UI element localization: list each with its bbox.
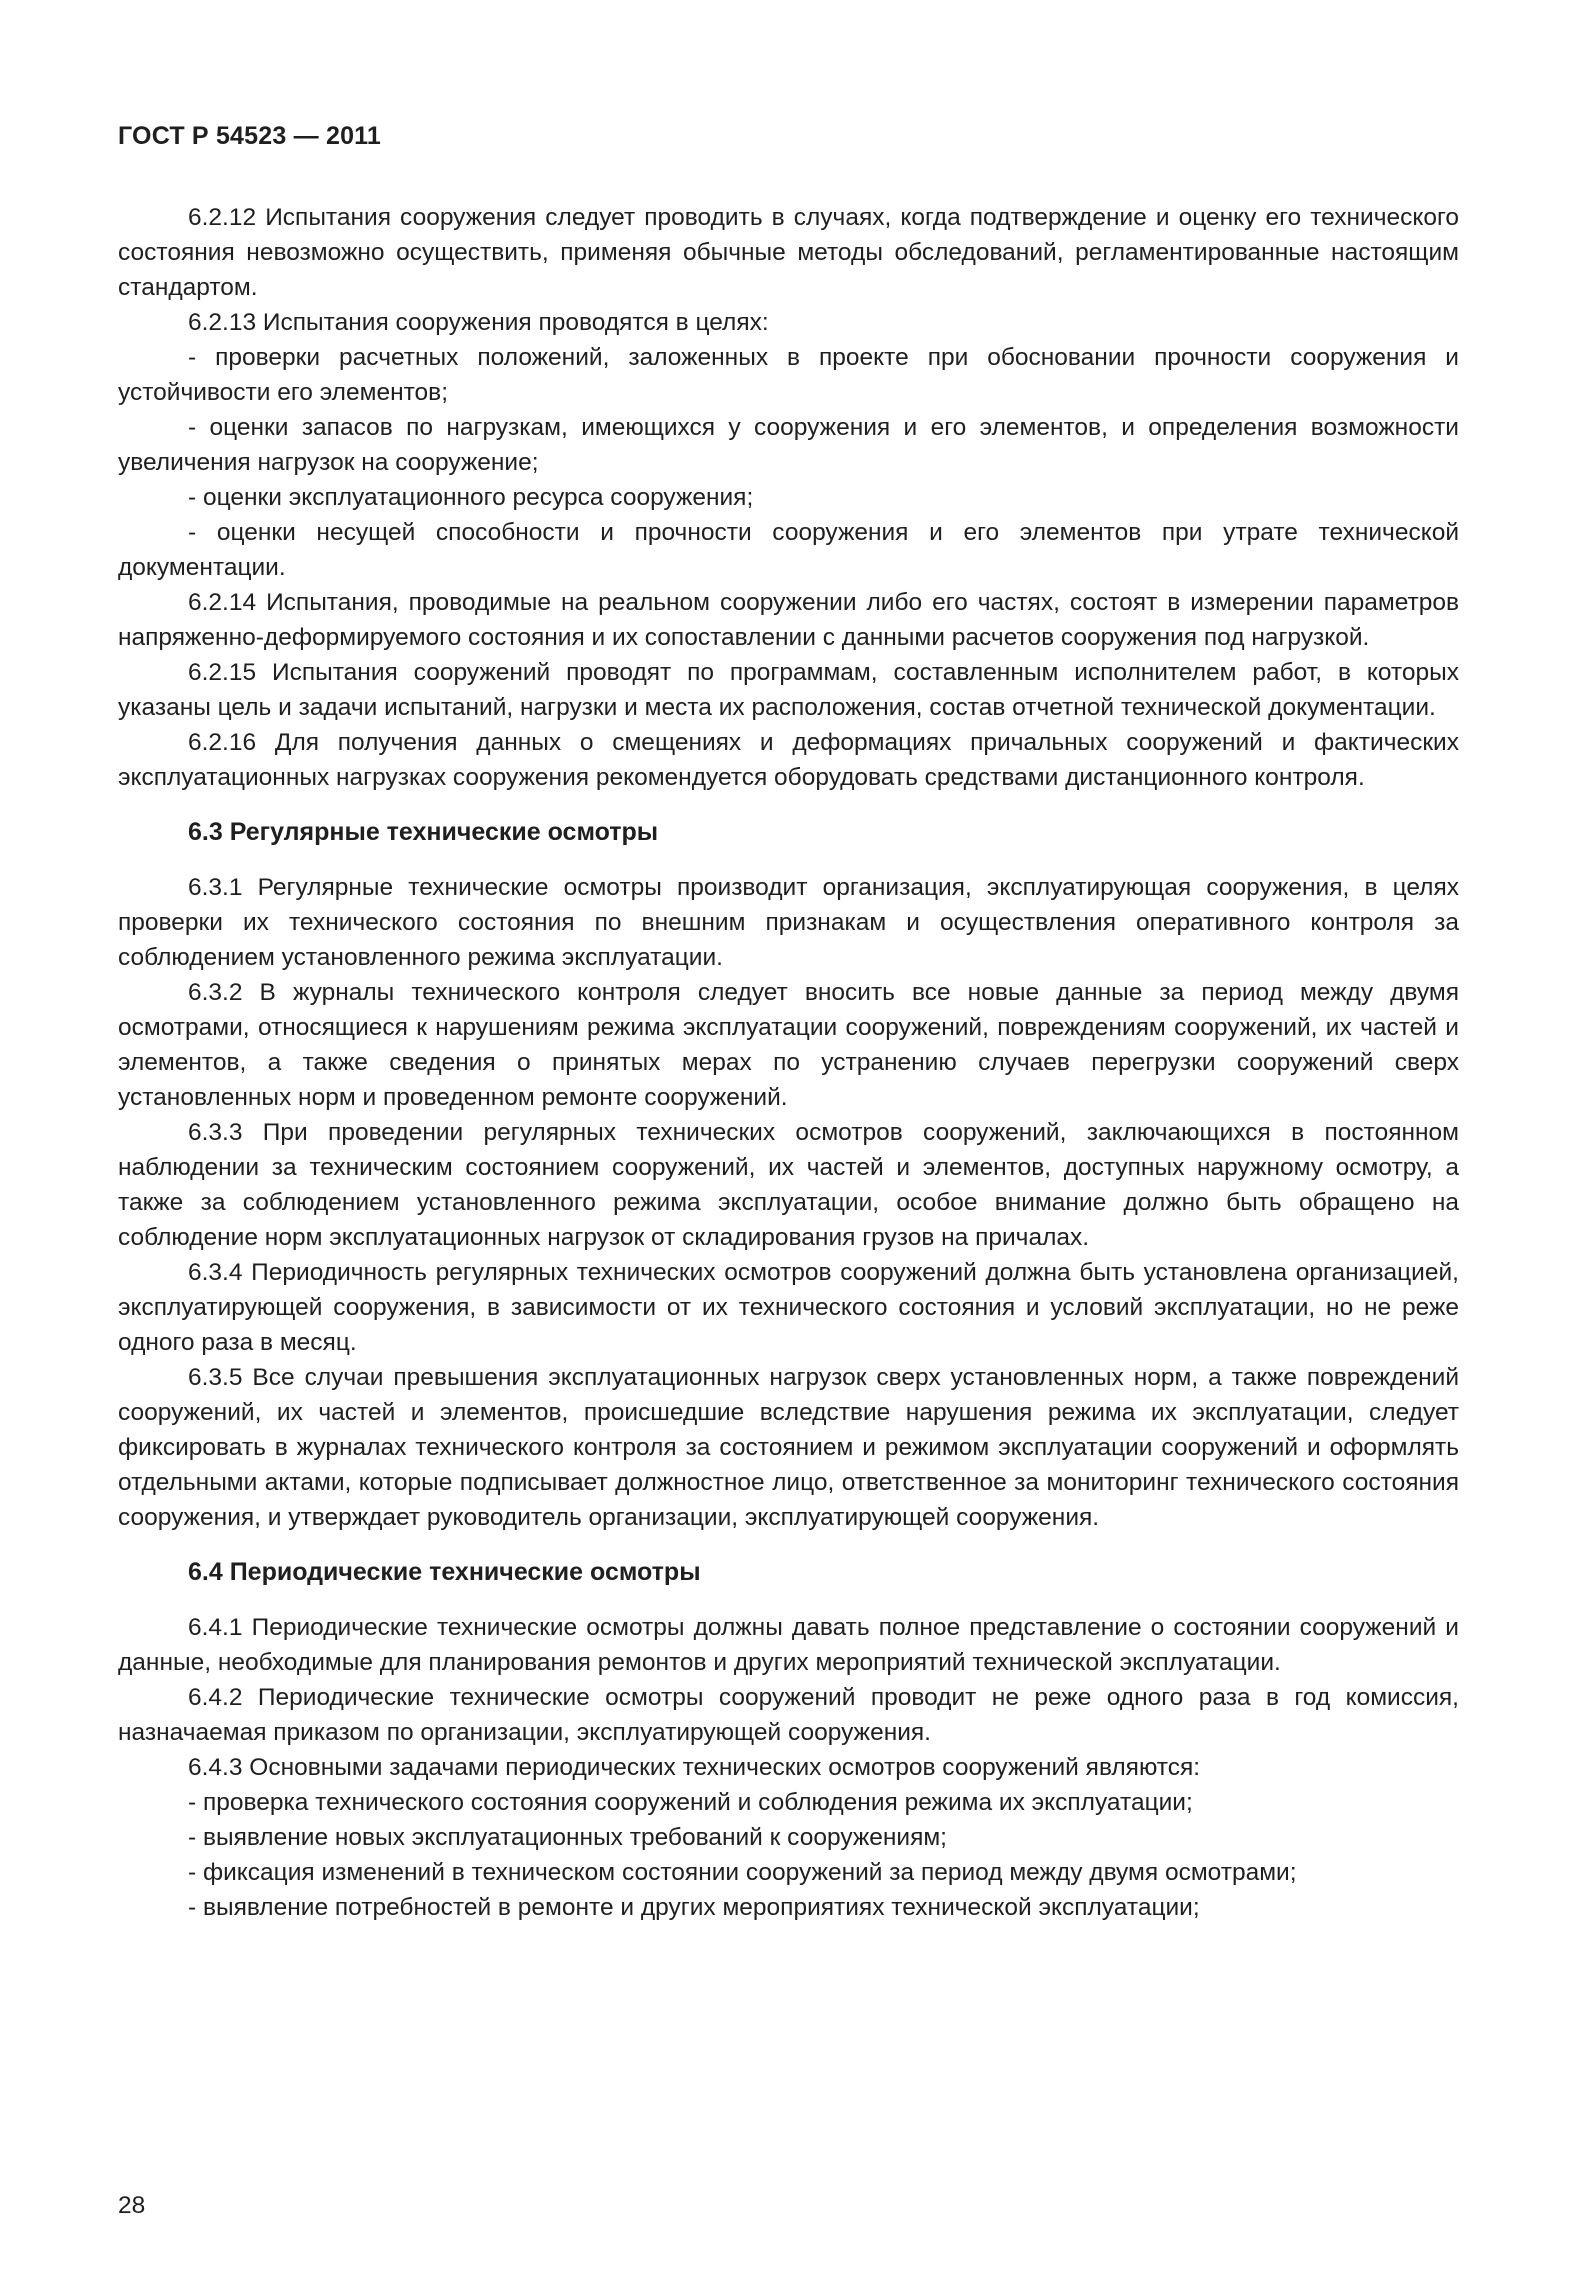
list-item: - оценки эксплуатационного ресурса сооружения;	[188, 484, 754, 511]
paragraph-6-3-2: 6.3.2 В журналы технического контроля следует вносить все новые данные за период между двумя осмотрами, относящиеся к нарушениям режима эксплуатации сооружений, повреждениям сооружений, их частей и элементов, а также сведения о принятых мерах по устранению случаев перегрузки сооружений сверх установленных норм и проведенном ремонте сооружений.	[118, 979, 1459, 1111]
list-item: - выявление новых эксплуатационных требований к сооружениям;	[188, 1824, 947, 1851]
paragraph-6-2-16: 6.2.16 Для получения данных о смещениях и деформациях причальных сооружений и фактических эксплуатационных нагрузках сооружения рекомендуется оборудовать средствами дистанционного контроля.	[118, 729, 1459, 791]
paragraph-6-3-3: 6.3.3 При проведении регулярных технических осмотров сооружений, заключающихся в постоянном наблюдении за техническим состоянием сооружений, их частей и элементов, доступных наружному осмотру, а также за соблюдением установленного режима эксплуатации, особое внимание должно быть обращено на соблюдение норм эксплуатационных нагрузок от складирования грузов на причалах.	[118, 1119, 1459, 1251]
paragraph-6-4-3: 6.4.3 Основными задачами периодических технических осмотров сооружений являются:	[188, 1754, 1201, 1781]
paragraph-6-2-13: 6.2.13 Испытания сооружения проводятся в целях:	[188, 309, 769, 336]
page-number: 28	[118, 2192, 146, 2219]
paragraph-6-3-1: 6.3.1 Регулярные технические осмотры производит организация, эксплуатирующая сооружения, в целях проверки их технического состояния по внешним признакам и осуществления оперативного контроля за соблюдением установленного режима эксплуатации.	[118, 874, 1459, 971]
paragraph-6-2-14: 6.2.14 Испытания, проводимые на реальном сооружении либо его частях, состоят в измерении параметров напряженно-деформируемого состояния и их сопоставлении с данными расчетов сооружения под нагрузкой.	[118, 589, 1459, 651]
document-body	[118, 200, 1459, 1925]
paragraph-6-3-5: 6.3.5 Все случаи превышения эксплуатационных нагрузок сверх установленных норм, а также повреждений сооружений, их частей и элементов, происшедшие вследствие нарушения режима их эксплуатации, следует фиксировать в журналах технического контроля за состоянием и режимом эксплуатации сооружений и оформлять отдельными актами, которые подписывает должностное лицо, ответственное за мониторинг технического состояния сооружения, и утверждает руководитель организации, эксплуатирующей сооружения.	[118, 1364, 1459, 1531]
paragraph-6-2-12: 6.2.12 Испытания сооружения следует проводить в случаях, когда подтверждение и оценку его технического состояния невозможно осуществить, применяя обычные методы обследований, регламентированные настоящим стандартом.	[118, 204, 1459, 301]
list-item: - оценки запасов по нагрузкам, имеющихся у сооружения и его элементов, и определения возможности увеличения нагрузок на сооружение;	[118, 414, 1459, 476]
list-item: - выявление потребностей в ремонте и других мероприятиях технической эксплуатации;	[188, 1894, 1200, 1921]
list-item: - фиксация изменений в техническом состоянии сооружений за период между двумя осмотрами;	[188, 1859, 1297, 1886]
section-heading-6-4: 6.4 Периодические технические осмотры	[188, 1558, 701, 1586]
paragraph-6-4-2: 6.4.2 Периодические технические осмотры сооружений проводит не реже одного раза в год комиссия, назначаемая приказом по организации, эксплуатирующей сооружения.	[118, 1684, 1459, 1746]
list-item: - проверки расчетных положений, заложенных в проекте при обосновании прочности сооружения и устойчивости его элементов;	[118, 344, 1459, 406]
section-heading-6-3: 6.3 Регулярные технические осмотры	[188, 818, 659, 846]
paragraph-6-4-1: 6.4.1 Периодические технические осмотры должны давать полное представление о состоянии сооружений и данные, необходимые для планирования ремонтов и других мероприятий технической эксплуатации.	[118, 1614, 1459, 1676]
paragraph-6-2-15: 6.2.15 Испытания сооружений проводят по программам, составленным исполнителем работ, в которых указаны цель и задачи испытаний, нагрузки и места их расположения, состав отчетной технической документации.	[118, 659, 1459, 721]
list-item: - оценки несущей способности и прочности сооружения и его элементов при утрате технической документации.	[118, 519, 1459, 581]
document-header: ГОСТ Р 54523 — 2011	[118, 122, 382, 150]
list-item: - проверка технического состояния сооружений и соблюдения режима их эксплуатации;	[188, 1789, 1193, 1816]
paragraph-6-3-4: 6.3.4 Периодичность регулярных технических осмотров сооружений должна быть установлена организацией, эксплуатирующей сооружения, в зависимости от их технического состояния и условий эксплуатации, но не реже одного раза в месяц.	[118, 1259, 1459, 1356]
